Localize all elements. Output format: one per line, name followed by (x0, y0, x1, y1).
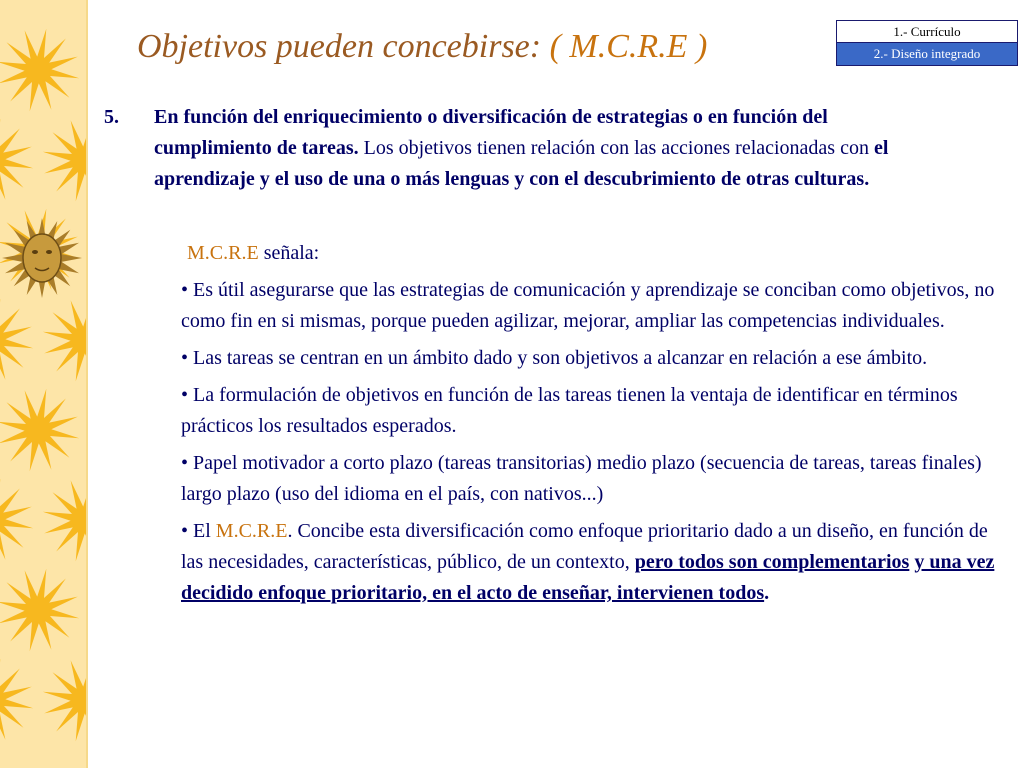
bullet-5 (181, 516, 996, 609)
sun-icon (0, 389, 79, 471)
bullet-3: • La formulación de objetivos en función de las tareas tienen la ventaja de identificar en términos prácticos los resultados esperados. (181, 384, 958, 437)
sun-icon (43, 119, 86, 201)
sidebar-divider (86, 0, 88, 768)
bullet-5-pre: • El (181, 520, 216, 542)
bullet-5-mcre: M.C.R.E (215, 520, 288, 542)
sun-icon (0, 119, 33, 201)
mcre-section (181, 238, 996, 615)
point-number: 5. (104, 106, 119, 128)
senala-label: señala: (258, 242, 320, 264)
sun-face-icon (2, 218, 82, 298)
bullet-1: • Es útil asegurarse que las estrategias de comunicación y aprendizaje se conciban como objetivos, no como fin en si mismas, porque pueden agilizar, mejorar, ampliar las competencias individuales. (181, 279, 995, 332)
nav-button-curriculo[interactable]: 1.- Currículo (837, 21, 1017, 43)
bullet-5-end: . (764, 582, 770, 604)
numbered-point (104, 102, 934, 195)
sun-icon (0, 659, 33, 741)
nav-box (836, 20, 1018, 66)
sun-icon (0, 569, 79, 651)
sun-icon (0, 29, 79, 111)
sun-pattern (0, 0, 86, 768)
point-text (154, 102, 934, 195)
bullet-2: • Las tareas se centran en un ámbito dado y son objetivos a alcanzar en relación a ese ámbito. (181, 347, 928, 369)
nav-button-diseno-integrado[interactable]: 2.- Diseño integrado (837, 43, 1017, 65)
mcre-heading (187, 238, 996, 269)
decorative-sidebar (0, 0, 86, 768)
sun-icon (0, 299, 33, 381)
bullet-5-underline-2: y una vez decidido enfoque prioritario, en el acto de enseñar, intervienen todos (181, 551, 995, 604)
title-accent: ( M.C.R.E ) (549, 28, 708, 65)
point-normal-1: Los objetivos tienen relación con las acciones relacionadas con (358, 137, 874, 159)
sun-icon (43, 299, 86, 381)
bullet-4: • Papel motivador a corto plazo (tareas transitorias) medio plazo (secuencia de tareas, tareas finales) largo plazo (uso del idioma en el país, con nativos...) (181, 452, 982, 505)
mcre-label: M.C.R.E (187, 242, 259, 264)
title-main: Objetivos pueden concebirse: (137, 28, 542, 65)
sun-icon (43, 659, 86, 741)
sun-icon (0, 479, 33, 561)
slide-title (137, 28, 707, 66)
bullet-5-underline-1: pero todos son complementarios (634, 551, 910, 573)
point-bold-1: En función del enriquecimiento o diversificación de estrategias o en función del cumplimiento de tareas. (154, 106, 828, 159)
point-bold-2: el aprendizaje y el uso de una o más lenguas y con el descubrimiento de otras culturas. (154, 137, 889, 190)
bullet-5-mid: . Concibe esta diversificación como enfoque prioritario dado a un diseño, en función de las necesidades, características, público, de un contexto, (181, 520, 988, 573)
sun-icon (43, 479, 86, 561)
